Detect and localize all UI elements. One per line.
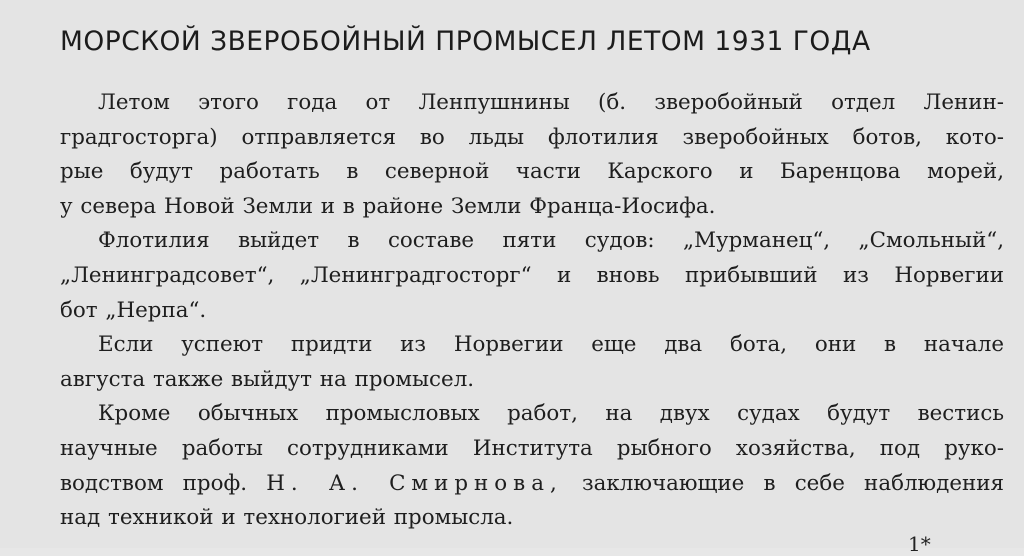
- text-line: Летом этого года от Ленпушнины (б. зверобойный отдел Ленин-: [98, 90, 1004, 115]
- text-fragment: заключающие в себе наблюдения: [581, 470, 1004, 496]
- text-line: Если успеют придти из Норвегии еще два бота, они в начале: [98, 332, 1004, 358]
- text-line: научные работы сотрудниками Института рыбного хозяйства, под руко-: [60, 435, 1004, 461]
- author-name: Н. А. Смирнова,: [266, 470, 563, 496]
- article-title: МОРСКОЙ ЗВЕРОБОЙНЫЙ ПРОМЫСЕЛ ЛЕТОМ 1931 ГОДА: [60, 26, 871, 57]
- text-line: Кроме обычных промысловых работ, на двух судах будут вестись: [98, 401, 1004, 427]
- text-line: рые будут работать в северной части Карского и Баренцова морей,: [60, 159, 1004, 185]
- text-line: у севера Новой Земли и в районе Земли Франца-Иосифа.: [60, 193, 716, 219]
- text-line: над техникой и технологией промысла.: [60, 505, 514, 531]
- text-fragment: водством проф.: [60, 470, 248, 496]
- text-line: бот „Нерпа“.: [60, 297, 207, 323]
- text-line: августа также выйдут на промысел.: [60, 366, 475, 392]
- text-line: „Ленинградсовет“, „Ленинградгосторг“ и вновь прибывший из Норвегии: [60, 262, 1004, 288]
- text-line: градгосторга) отправляется во льды флотилия зверобойных ботов, кото-: [60, 124, 1004, 150]
- text-line: Флотилия выйдет в составе пяти судов: „Мурманец“, „Смольный“,: [98, 228, 1004, 254]
- footnote-mark: 1*: [908, 532, 931, 556]
- article-body: [60, 86, 1004, 536]
- text-line-with-author: [60, 467, 1004, 502]
